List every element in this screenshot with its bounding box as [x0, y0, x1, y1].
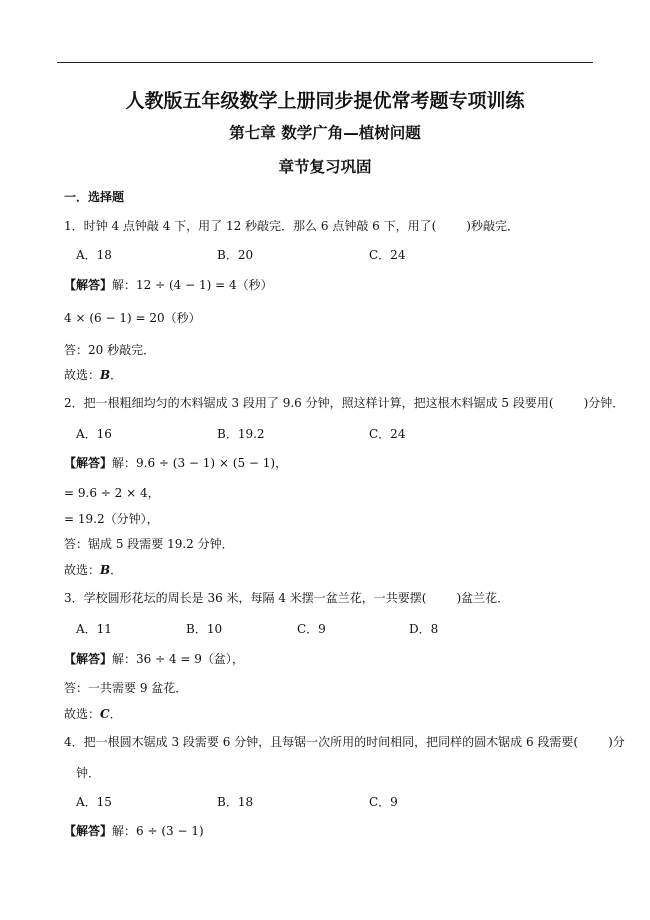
- q3-option-c: C．9: [297, 622, 326, 636]
- q3-choice: 故选：C．: [64, 707, 122, 721]
- question-4-stem-cont: 钟．: [76, 766, 101, 780]
- question-4-stem: 4．把一根圆木锯成 3 段需要 6 分钟，且每锯一次所用的时间相同，把同样的圆木锯成 6 段需要( )分: [64, 735, 625, 749]
- q4-option-b: B．18: [217, 795, 254, 809]
- q3-option-b: B．10: [186, 622, 223, 636]
- q1-option-b: B．20: [217, 248, 254, 262]
- q1-answer-line-2: 4 × (6 − 1) = 20（秒）: [64, 311, 201, 325]
- q2-answer-line-1: 【解答】解：9.6 ÷ (3 − 1) × (5 − 1)，: [64, 456, 288, 470]
- q2-option-c: C．24: [369, 427, 406, 441]
- q2-option-a: A．16: [76, 427, 112, 441]
- q2-answer-line-4: 答：锯成 5 段需要 19.2 分钟．: [64, 537, 234, 551]
- q4-option-c: C．9: [369, 795, 398, 809]
- question-1-stem: 1．时钟 4 点钟敲 4 下，用了 12 秒敲完．那么 6 点钟敲 6 下，用了( )秒敲完．: [64, 219, 519, 233]
- q4-option-a: A．15: [76, 795, 112, 809]
- q1-option-c: C．24: [369, 248, 406, 262]
- q1-answer-line-3: 答：20 秒敲完．: [64, 343, 156, 357]
- section-label: 一．选择题: [64, 190, 125, 204]
- section-subtitle: 章节复习巩固: [278, 158, 372, 176]
- q3-answer-line-2: 答：一共需要 9 盆花．: [64, 681, 188, 695]
- q1-choice: 故选：B．: [64, 368, 123, 382]
- question-3-stem: 3．学校圆形花坛的周长是 36 米，每隔 4 米摆一盆兰花，一共要摆( )盆兰花．: [64, 591, 510, 605]
- q1-answer-line-1: 【解答】解：12 ÷ (4 − 1) = 4（秒）: [64, 278, 273, 292]
- q3-answer-line-1: 【解答】解：36 ÷ 4 = 9（盆），: [64, 652, 244, 666]
- q4-answer-line-1: 【解答】解：6 ÷ (3 − 1): [64, 824, 204, 838]
- header-rule: [57, 62, 593, 63]
- q2-answer-line-3: = 19.2（分钟），: [64, 512, 159, 526]
- document-title: 人教版五年级数学上册同步提优常考题专项训练: [125, 90, 525, 112]
- q1-option-a: A．18: [76, 248, 112, 262]
- q3-option-d: D．8: [409, 622, 439, 636]
- q2-answer-line-2: = 9.6 ÷ 2 × 4，: [64, 486, 160, 500]
- q2-choice: 故选：B．: [64, 563, 123, 577]
- chapter-title: 第七章 数学广角—植树问题: [229, 124, 421, 142]
- q3-option-a: A．11: [76, 622, 112, 636]
- q2-option-b: B．19.2: [217, 427, 265, 441]
- question-2-stem: 2．把一根粗细均匀的木料锯成 3 段用了 9.6 分钟，照这样计算，把这根木料锯成 5 段要用( )分钟．: [64, 396, 625, 410]
